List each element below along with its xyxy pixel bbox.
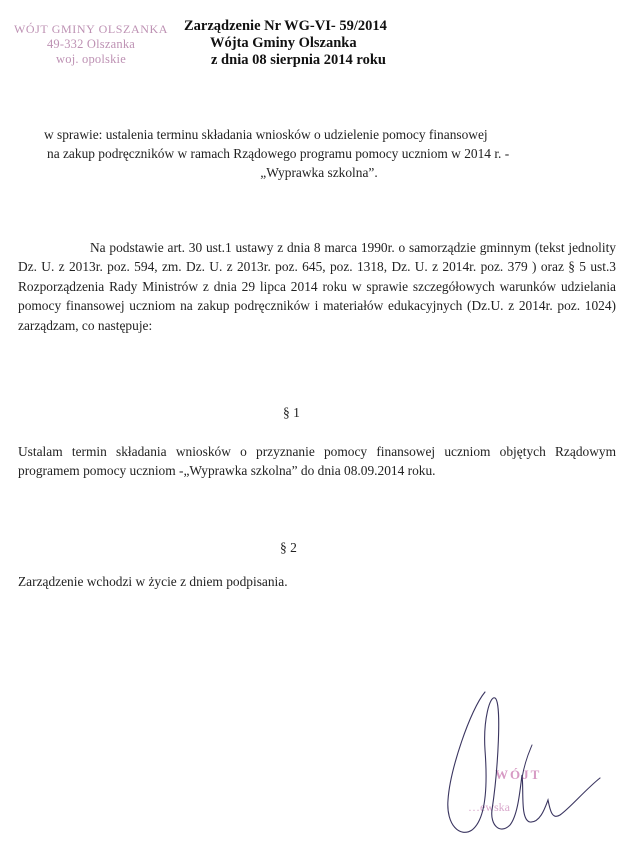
section-2-text: Zarządzenie wchodzi w życie z dniem podpisania. bbox=[18, 574, 288, 589]
signature-stroke bbox=[448, 692, 600, 832]
section-2-mark: § 2 bbox=[280, 540, 297, 555]
subject-line-2: na zakup podręczników w ramach Rządowego programu pomocy uczniom w 2014 r. - bbox=[47, 146, 510, 161]
subject-line-1: w sprawie: ustalenia terminu składania wniosków o udzielenie pomocy finansowej bbox=[44, 127, 488, 142]
ordinance-number: Zarządzenie Nr WG-VI- 59/2014 bbox=[184, 18, 387, 34]
section-1-text: Ustalam termin składania wniosków o przyznanie pomocy finansowej uczniom objętych Rządowym programem pomocy uczniom -„Wyprawka szkolna” do dnia 08.09.2014 roku. bbox=[18, 444, 616, 478]
document-title bbox=[180, 18, 440, 69]
signature-stamp-name: …ewska bbox=[468, 800, 510, 814]
stamp-line-office: WÓJT GMINY OLSZANKA bbox=[13, 22, 169, 36]
signature-stroke-tail bbox=[522, 745, 532, 778]
signature-stamp-title: WÓJT bbox=[495, 767, 542, 782]
issuer: Wójta Gminy Olszanka bbox=[210, 35, 357, 51]
stamp-line-postcode: 49-332 Olszanka bbox=[46, 37, 136, 51]
legal-basis-paragraph: Na podstawie art. 30 ust.1 ustawy z dnia 8 marca 1990r. o samorządzie gminnym (tekst jednolity Dz. U. z 2013r. poz. 594, zm. Dz. U. z 2013r. poz. 645, poz. 1318, Dz. U. z 2014r. poz. 379 ) oraz § 5 ust.3 Rozporządzenia Rady Ministrów z dnia 29 lipca 2014 roku w sprawie szczegółowych warunków udzielania pomocy finansowej uczniom na zakup podręczników i materiałów edukacyjnych (Dz.U. z 2014r. poz. 1024) zarządzam, co następuje: bbox=[18, 240, 616, 333]
document-subject bbox=[44, 125, 604, 182]
handwritten-signature bbox=[440, 690, 620, 840]
stamp-line-voivodeship: woj. opolskie bbox=[56, 52, 126, 66]
municipal-stamp bbox=[6, 22, 176, 67]
subject-line-3: „Wyprawka szkolna”. bbox=[260, 165, 378, 180]
issue-date: z dnia 08 sierpnia 2014 roku bbox=[211, 52, 386, 68]
section-1-mark: § 1 bbox=[283, 405, 300, 420]
